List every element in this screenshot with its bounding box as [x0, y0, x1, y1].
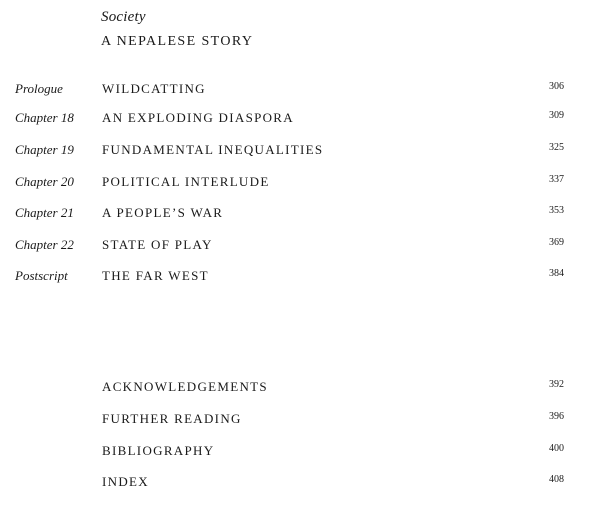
toc-entry-title: BIBLIOGRAPHY: [102, 443, 215, 458]
toc-entry-label: Chapter 21: [15, 205, 74, 220]
toc-row-chapter-19: [0, 142, 600, 162]
toc-row-chapter-22: [0, 237, 600, 257]
toc-entry-page: 369: [549, 237, 564, 248]
toc-entry-label: Prologue: [15, 81, 63, 96]
toc-entry-page: 325: [549, 142, 564, 153]
toc-entry-page: 353: [549, 205, 564, 216]
toc-entry-page: 309: [549, 110, 564, 121]
toc-entry-title: FURTHER READING: [102, 411, 242, 426]
toc-entry-label: Postscript: [15, 268, 68, 283]
part-title: A NEPALESE STORY: [101, 34, 254, 49]
toc-entry-label: Chapter 19: [15, 142, 74, 157]
toc-entry-page: 408: [549, 474, 564, 485]
part-label: Society: [101, 9, 146, 25]
toc-row-chapter-20: [0, 174, 600, 194]
toc-entry-title: AN EXPLODING DIASPORA: [102, 110, 294, 125]
toc-entry-page: 400: [549, 443, 564, 454]
toc-row-further-reading: [0, 411, 600, 431]
toc-entry-title: A PEOPLE’S WAR: [102, 205, 224, 220]
toc-entry-page: 396: [549, 411, 564, 422]
toc-row-acknowledgements: [0, 379, 600, 399]
toc-row-prologue: [0, 81, 600, 101]
toc-entry-title: POLITICAL INTERLUDE: [102, 174, 270, 189]
toc-row-index: [0, 474, 600, 494]
toc-row-bibliography: [0, 443, 600, 463]
toc-entry-title: ACKNOWLEDGEMENTS: [102, 379, 268, 394]
toc-entry-page: 384: [549, 268, 564, 279]
toc-row-postscript: [0, 268, 600, 288]
toc-row-chapter-18: [0, 110, 600, 130]
toc-entry-title: INDEX: [102, 474, 149, 489]
toc-entry-label: Chapter 18: [15, 110, 74, 125]
toc-entry-title: FUNDAMENTAL INEQUALITIES: [102, 142, 324, 157]
toc-row-chapter-21: [0, 205, 600, 225]
toc-entry-title: STATE OF PLAY: [102, 237, 213, 252]
toc-entry-label: Chapter 20: [15, 174, 74, 189]
toc-entry-page: 306: [549, 81, 564, 92]
toc-entry-title: WILDCATTING: [102, 81, 206, 96]
toc-entry-page: 392: [549, 379, 564, 390]
toc-entry-label: Chapter 22: [15, 237, 74, 252]
toc-entry-title: THE FAR WEST: [102, 268, 209, 283]
toc-entry-page: 337: [549, 174, 564, 185]
